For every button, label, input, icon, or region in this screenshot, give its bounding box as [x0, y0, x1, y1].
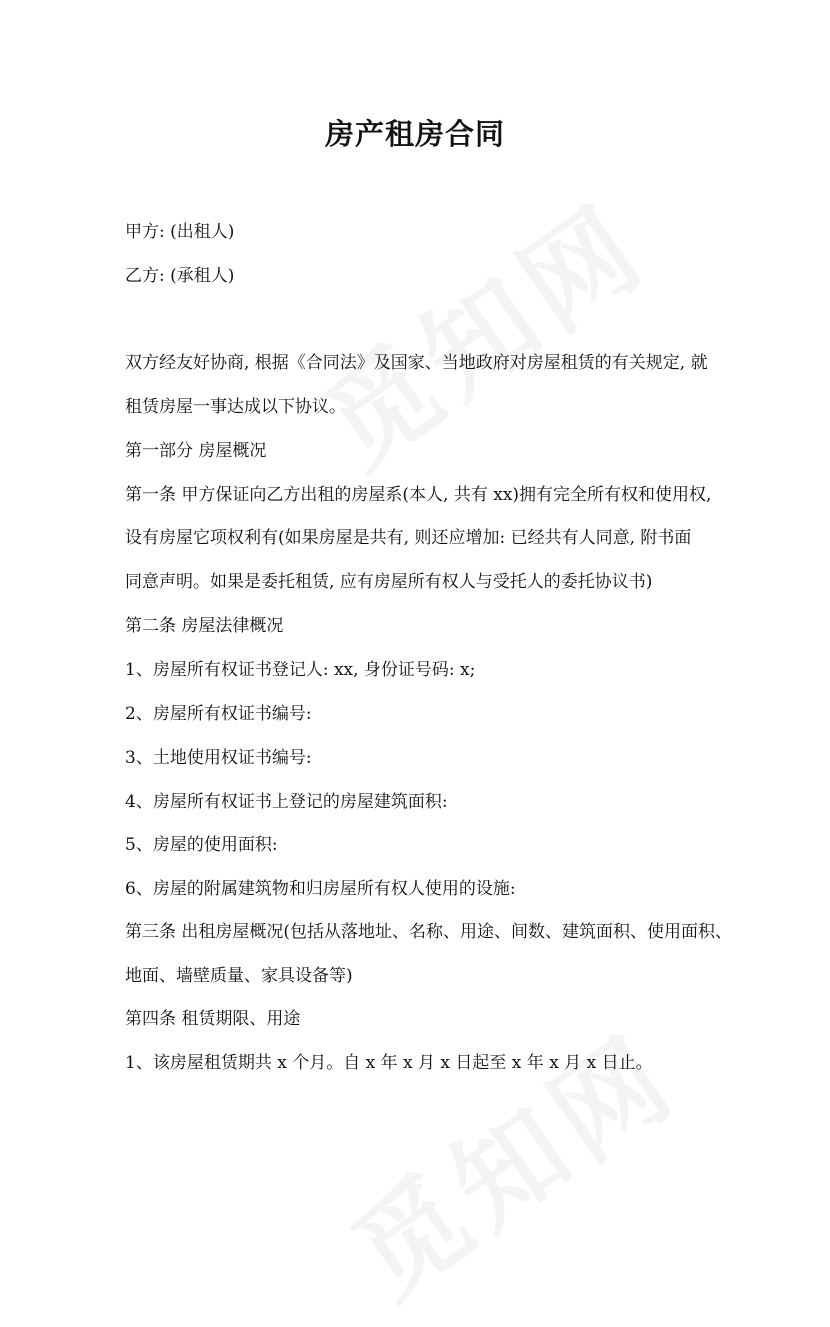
watermark-bottom: [317, 991, 703, 1327]
list-item: 3、土地使用权证书编号:: [125, 748, 312, 768]
paragraph-line: 第一条 甲方保证向乙方出租的房屋系(本人, 共有 xx)拥有完全所有权和使用权,: [125, 485, 712, 505]
list-item: 5、房屋的使用面积:: [125, 835, 278, 855]
list-item: 1、房屋所有权证书登记人: xx, 身份证号码: x;: [125, 660, 476, 680]
paragraph-line: 同意声明。如果是委托租赁, 应有房屋所有权人与受托人的委托协议书): [125, 572, 653, 592]
party-b-line: 乙方: (承租人): [125, 266, 235, 286]
section-heading: 第一部分 房屋概况: [125, 441, 267, 461]
document-title: 房产租房合同: [324, 117, 505, 151]
paragraph-line: 设有房屋它项权利有(如果房屋是共有, 则还应增加: 已经共有人同意, 附书面: [125, 528, 692, 548]
article-heading: 第二条 房屋法律概况: [125, 616, 284, 636]
party-a-line: 甲方: (出租人): [125, 222, 235, 242]
list-item: 1、该房屋租赁期共 x 个月。自 x 年 x 月 x 日起至 x 年 x 月 x 日止。: [125, 1053, 653, 1073]
list-item: 2、房屋所有权证书编号:: [125, 704, 312, 724]
article-heading: 第四条 租赁期限、用途: [125, 1009, 301, 1029]
paragraph-line: 租赁房屋一事达成以下协议。: [125, 397, 346, 417]
paragraph-line: 地面、墙壁质量、家具设备等): [125, 966, 353, 986]
list-item: 6、房屋的附属建筑物和归房屋所有权人使用的设施:: [125, 879, 516, 899]
paragraph-line: 双方经友好协商, 根据《合同法》及国家、当地政府对房屋租赁的有关规定, 就: [125, 353, 708, 373]
list-item: 4、房屋所有权证书上登记的房屋建筑面积:: [125, 792, 448, 812]
article-heading: 第三条 出租房屋概况(包括从落地址、名称、用途、间数、建筑面积、使用面积、: [125, 922, 733, 942]
